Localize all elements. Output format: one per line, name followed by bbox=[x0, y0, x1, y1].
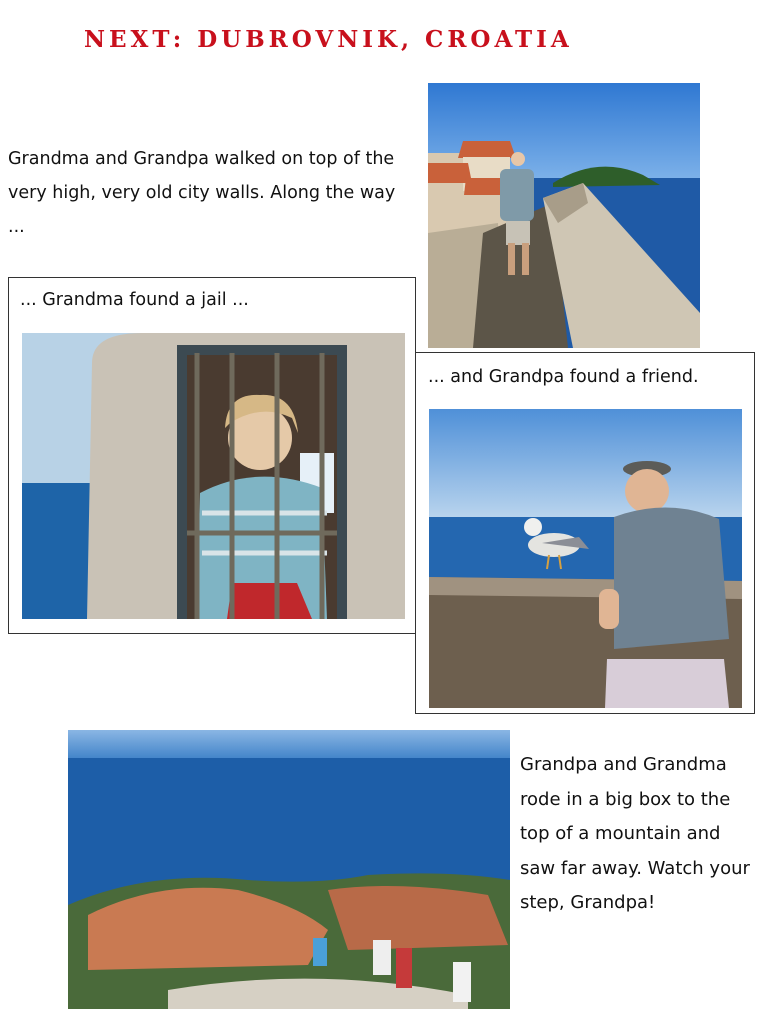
city-walls-photo bbox=[428, 83, 700, 348]
mountain-view-photo bbox=[68, 730, 510, 1009]
jail-photo bbox=[22, 333, 405, 619]
cable-car-text: Grandpa and Grandma rode in a big box to the top of a mountain and saw far away. Watch your step, Grandpa! bbox=[520, 754, 750, 913]
jail-caption: ... Grandma found a jail ... bbox=[20, 290, 249, 310]
intro-text: Grandma and Grandpa walked on top of the very high, very old city walls. Along the way ... bbox=[8, 149, 396, 237]
page-title: NEXT: DUBROVNIK, CROATIA bbox=[84, 26, 573, 53]
friend-caption: ... and Grandpa found a friend. bbox=[428, 367, 699, 387]
friend-photo bbox=[429, 409, 742, 708]
